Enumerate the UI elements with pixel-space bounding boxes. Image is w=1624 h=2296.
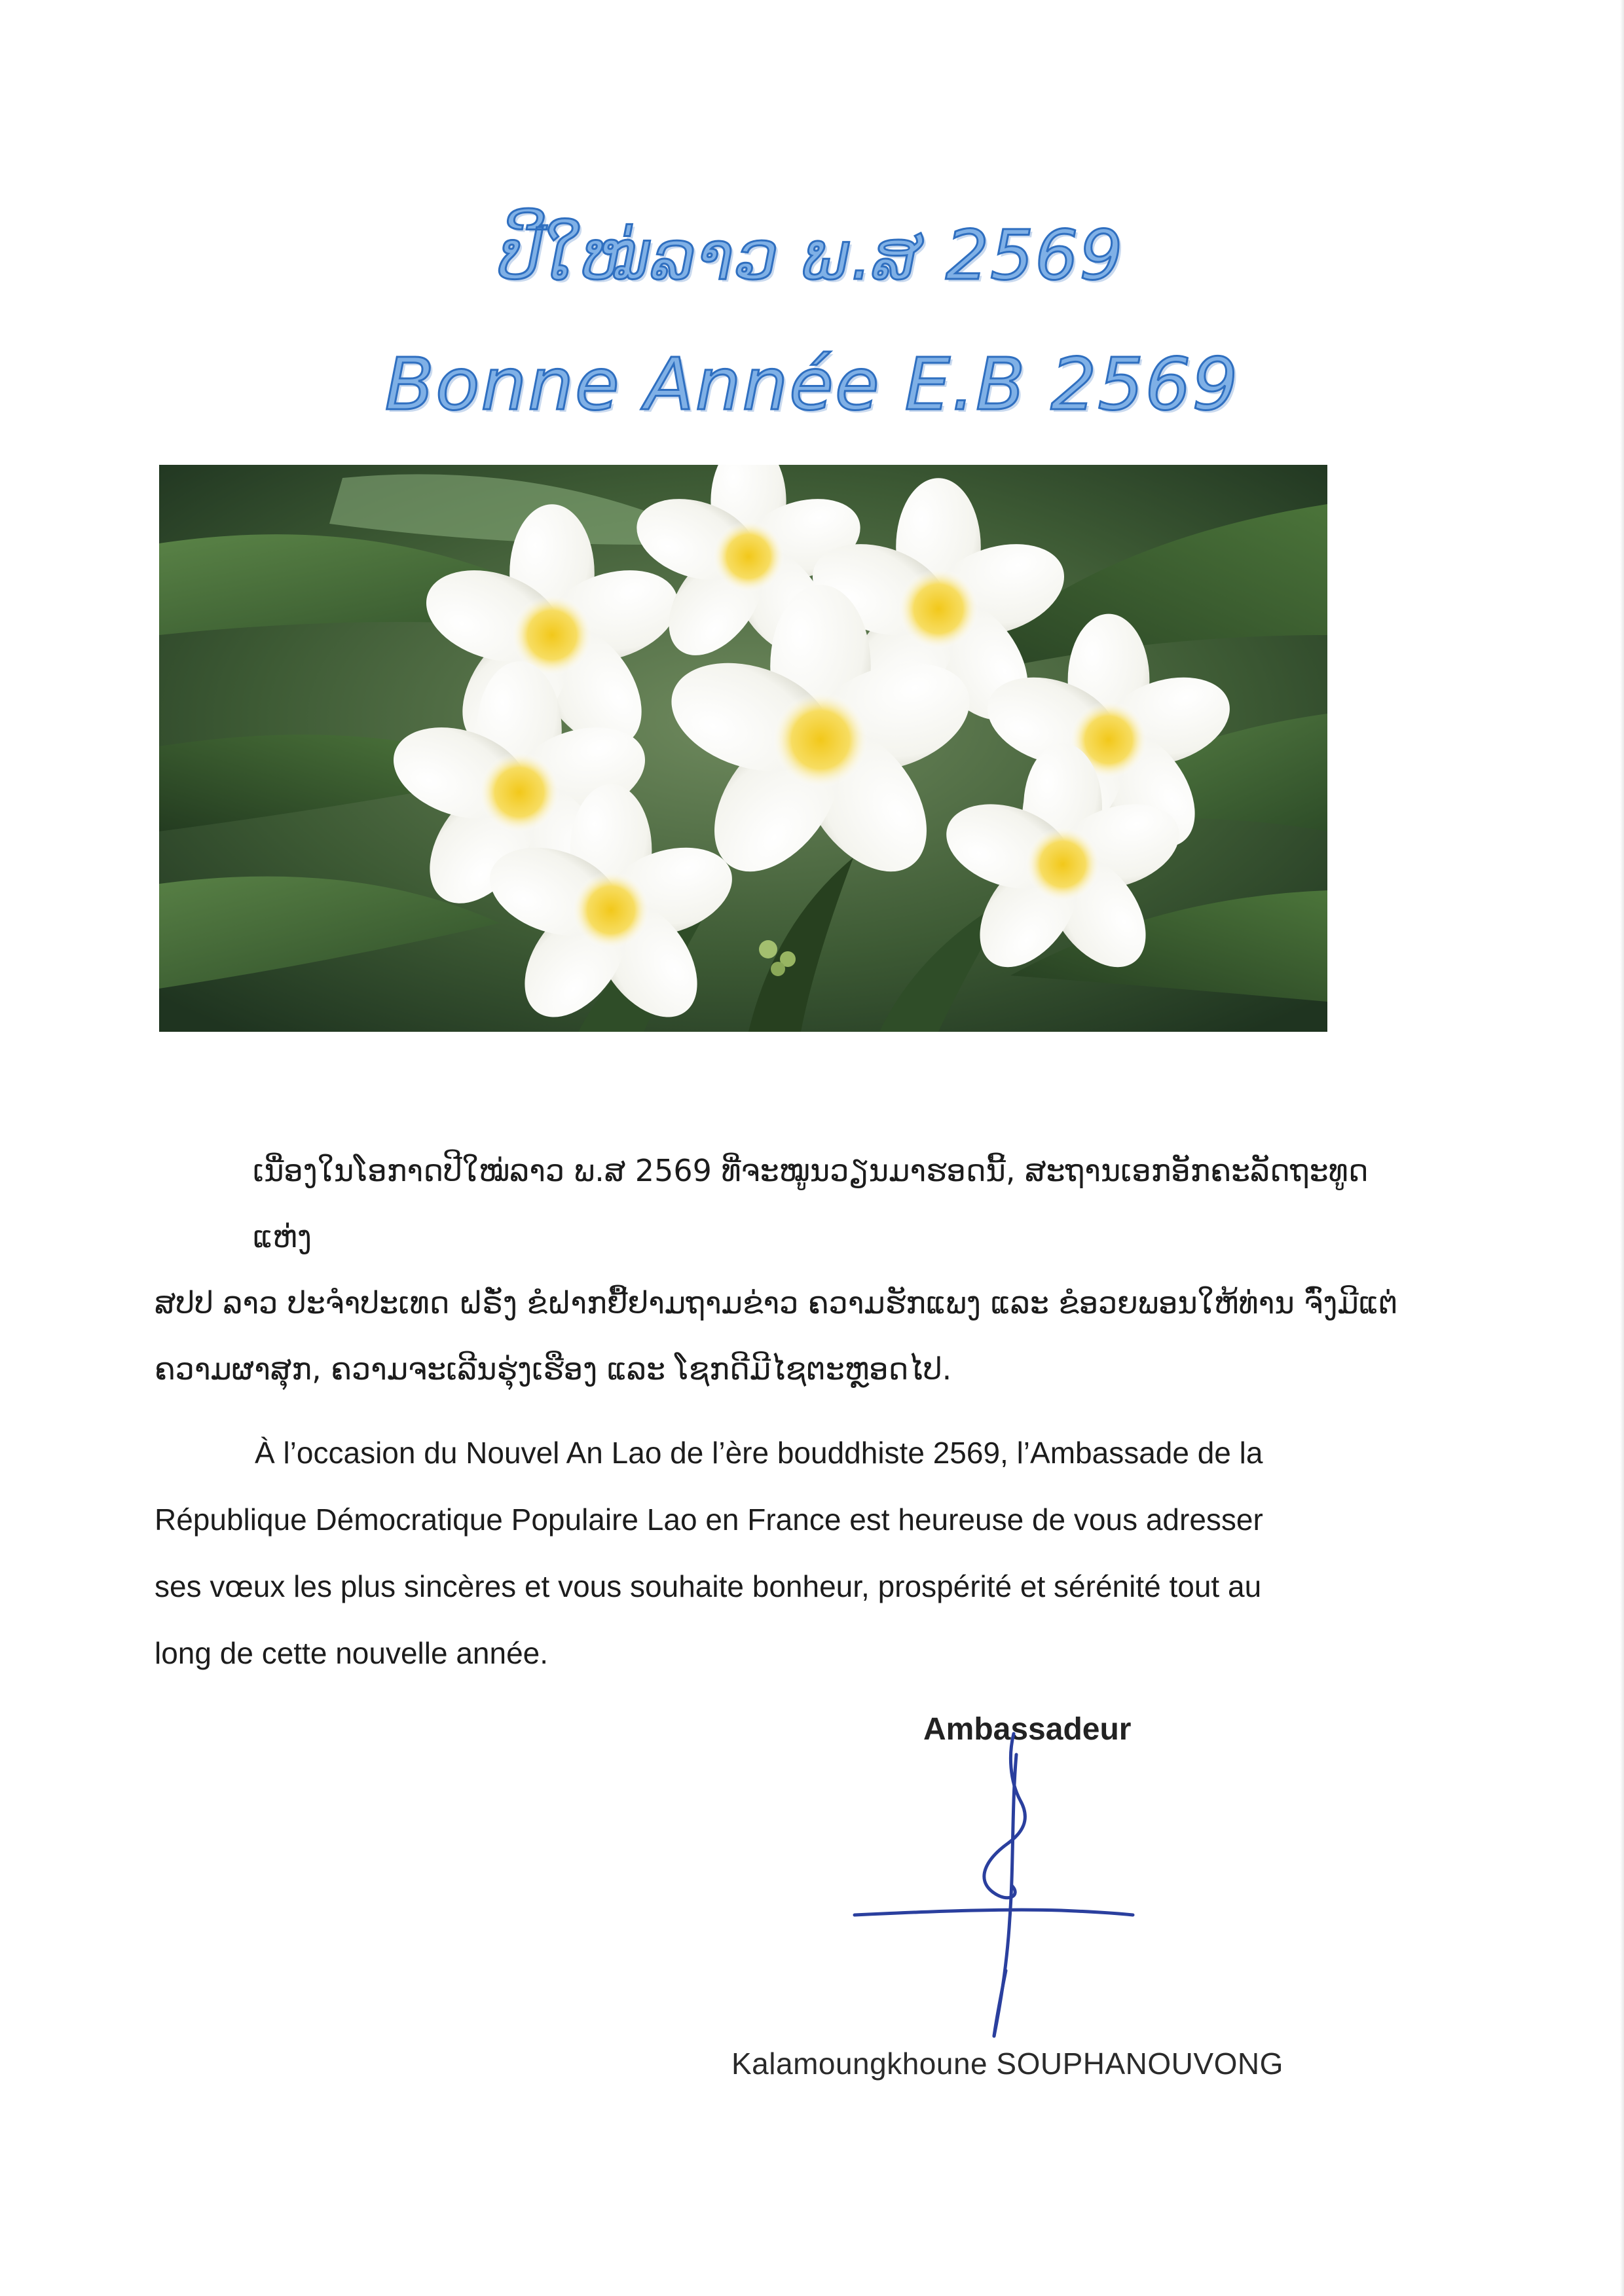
french-message [155, 1419, 1401, 1686]
lao-message [155, 1138, 1401, 1402]
french-line: ses vœux les plus sincères et vous souhaite bonheur, prospérité et sérénité tout au [155, 1569, 1262, 1603]
frangipani-flower-photo [159, 465, 1327, 1032]
title-lao: ປີໃໝ່ລາວ ພ.ສ 2569 [500, 215, 1124, 295]
french-line: République Démocratique Populaire Lao en France est heureuse de vous adresser [155, 1503, 1263, 1537]
ambassador-name: Kalamoungkhoune SOUPHANOUVONG [731, 2047, 1283, 2081]
title-french: Bonne Année E.B 2569 [384, 342, 1240, 426]
french-line: long de cette nouvelle année. [155, 1636, 549, 1670]
lao-line: ເນື່ອງໃນໂອກາດປີໃໝ່ລາວ ພ.ສ 2569 ທີ່ຈະໝູນວຽນມາຮອດນີ້, ສະຖານເອກອັກຄະລັດຖະທູດ ແຫ່ງ [253, 1153, 1369, 1254]
handwritten-signature [845, 1728, 1159, 2056]
french-line: À l’occasion du Nouvel An Lao de l’ère bouddhiste 2569, l’Ambassade de la [255, 1436, 1263, 1470]
lao-line: ຄວາມຜາສຸກ, ຄວາມຈະເລີນຮຸ່ງເຮືອງ ແລະ ໂຊກດີມີໄຊຕະຫຼອດໄປ. [155, 1351, 952, 1387]
ambassador-title: Ambassadeur [923, 1712, 1132, 1747]
lao-line: ສປປ ລາວ ປະຈຳປະເທດ ຝຣັ່ງ ຂໍຝາກຢື້ຢາມຖາມຂ່າວ ຄວາມຮັກແພງ ແລະ ຂໍອວຍພອນໃຫ້ທ່ານ ຈົ່ງມີແຕ່ [155, 1285, 1398, 1321]
